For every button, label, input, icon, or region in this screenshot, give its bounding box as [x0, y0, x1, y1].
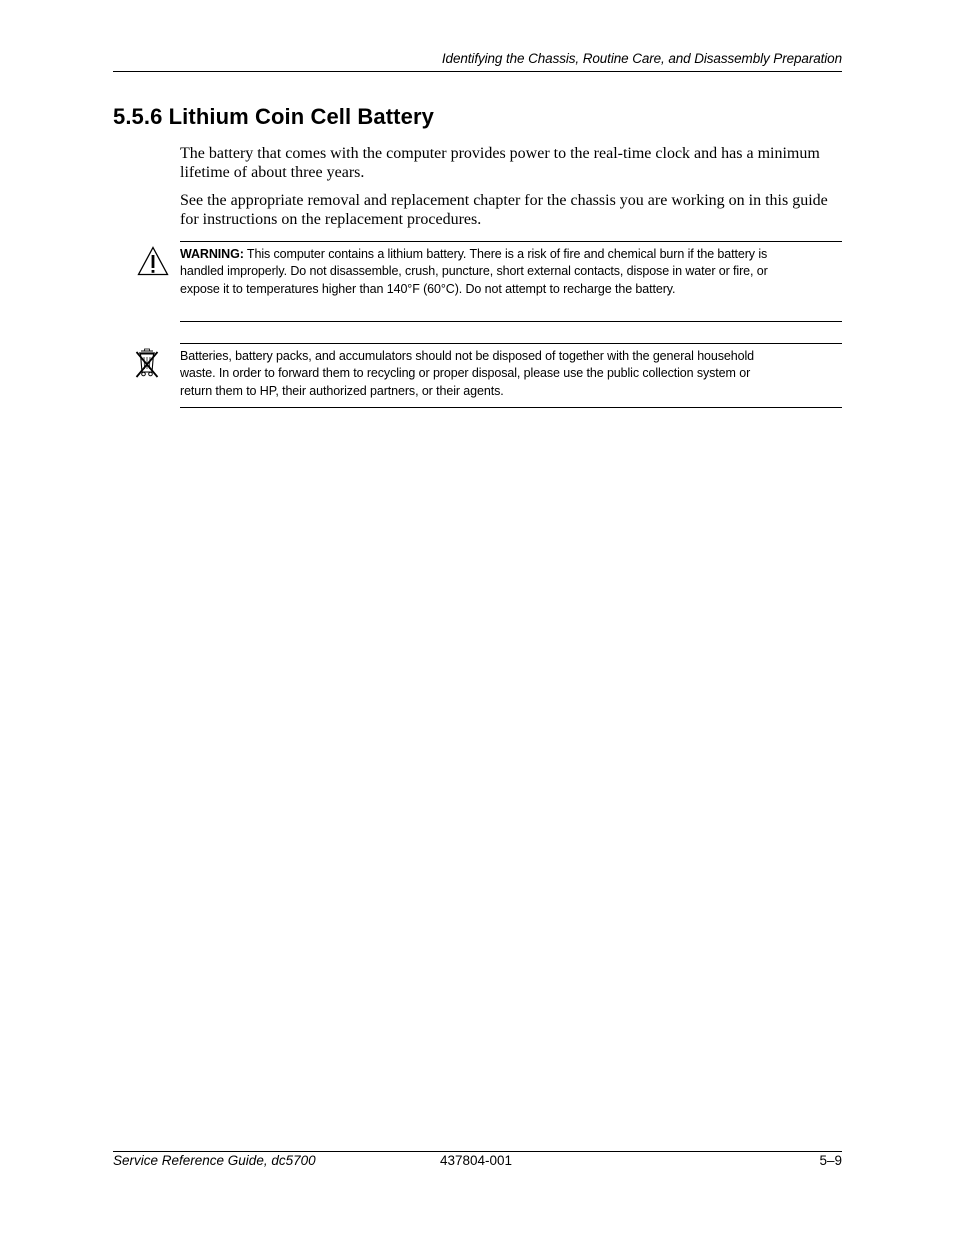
body-paragraph-battery-lifetime: The battery that comes with the computer provides power to the real-time clock and has a minimum lifetime of about three years.: [180, 145, 820, 181]
footer-rule: [113, 1151, 842, 1152]
footer-page-number: 5–9: [819, 1153, 842, 1168]
header-rule: [113, 71, 842, 72]
warning-body: This computer contains a lithium battery. There is a risk of fire and chemical burn if the battery is handled improperly. Do not disassemble, crush, puncture, short external contacts, dispose in water or fire, or expose it to temperatures higher than 140°F (60°C). Do not attempt to recharge the battery.: [180, 247, 768, 296]
recycling-note-block: [180, 343, 842, 408]
warning-text: [180, 242, 810, 298]
crossed-out-bin-icon: [134, 347, 160, 379]
body-paragraph-replacement-reference: See the appropriate removal and replacement chapter for the chassis you are working on in this guide for instructions on the replacement procedures.: [180, 192, 828, 228]
footer-guide-title: Service Reference Guide, dc5700: [113, 1153, 316, 1168]
section-title: 5.5.6 Lithium Coin Cell Battery: [113, 104, 434, 129]
warning-block: [180, 241, 842, 322]
recycling-note-text: Batteries, battery packs, and accumulators should not be disposed of together with the general household waste. In order to forward them to recycling or proper disposal, please use the public collection system or return them to HP, their authorized partners, or their agents.: [180, 349, 754, 398]
warning-triangle-icon: [137, 246, 169, 276]
warning-label: WARNING:: [180, 247, 244, 261]
footer-part-number: 437804-001: [440, 1153, 513, 1168]
running-header: Identifying the Chassis, Routine Care, and Disassembly Preparation: [441, 51, 842, 66]
